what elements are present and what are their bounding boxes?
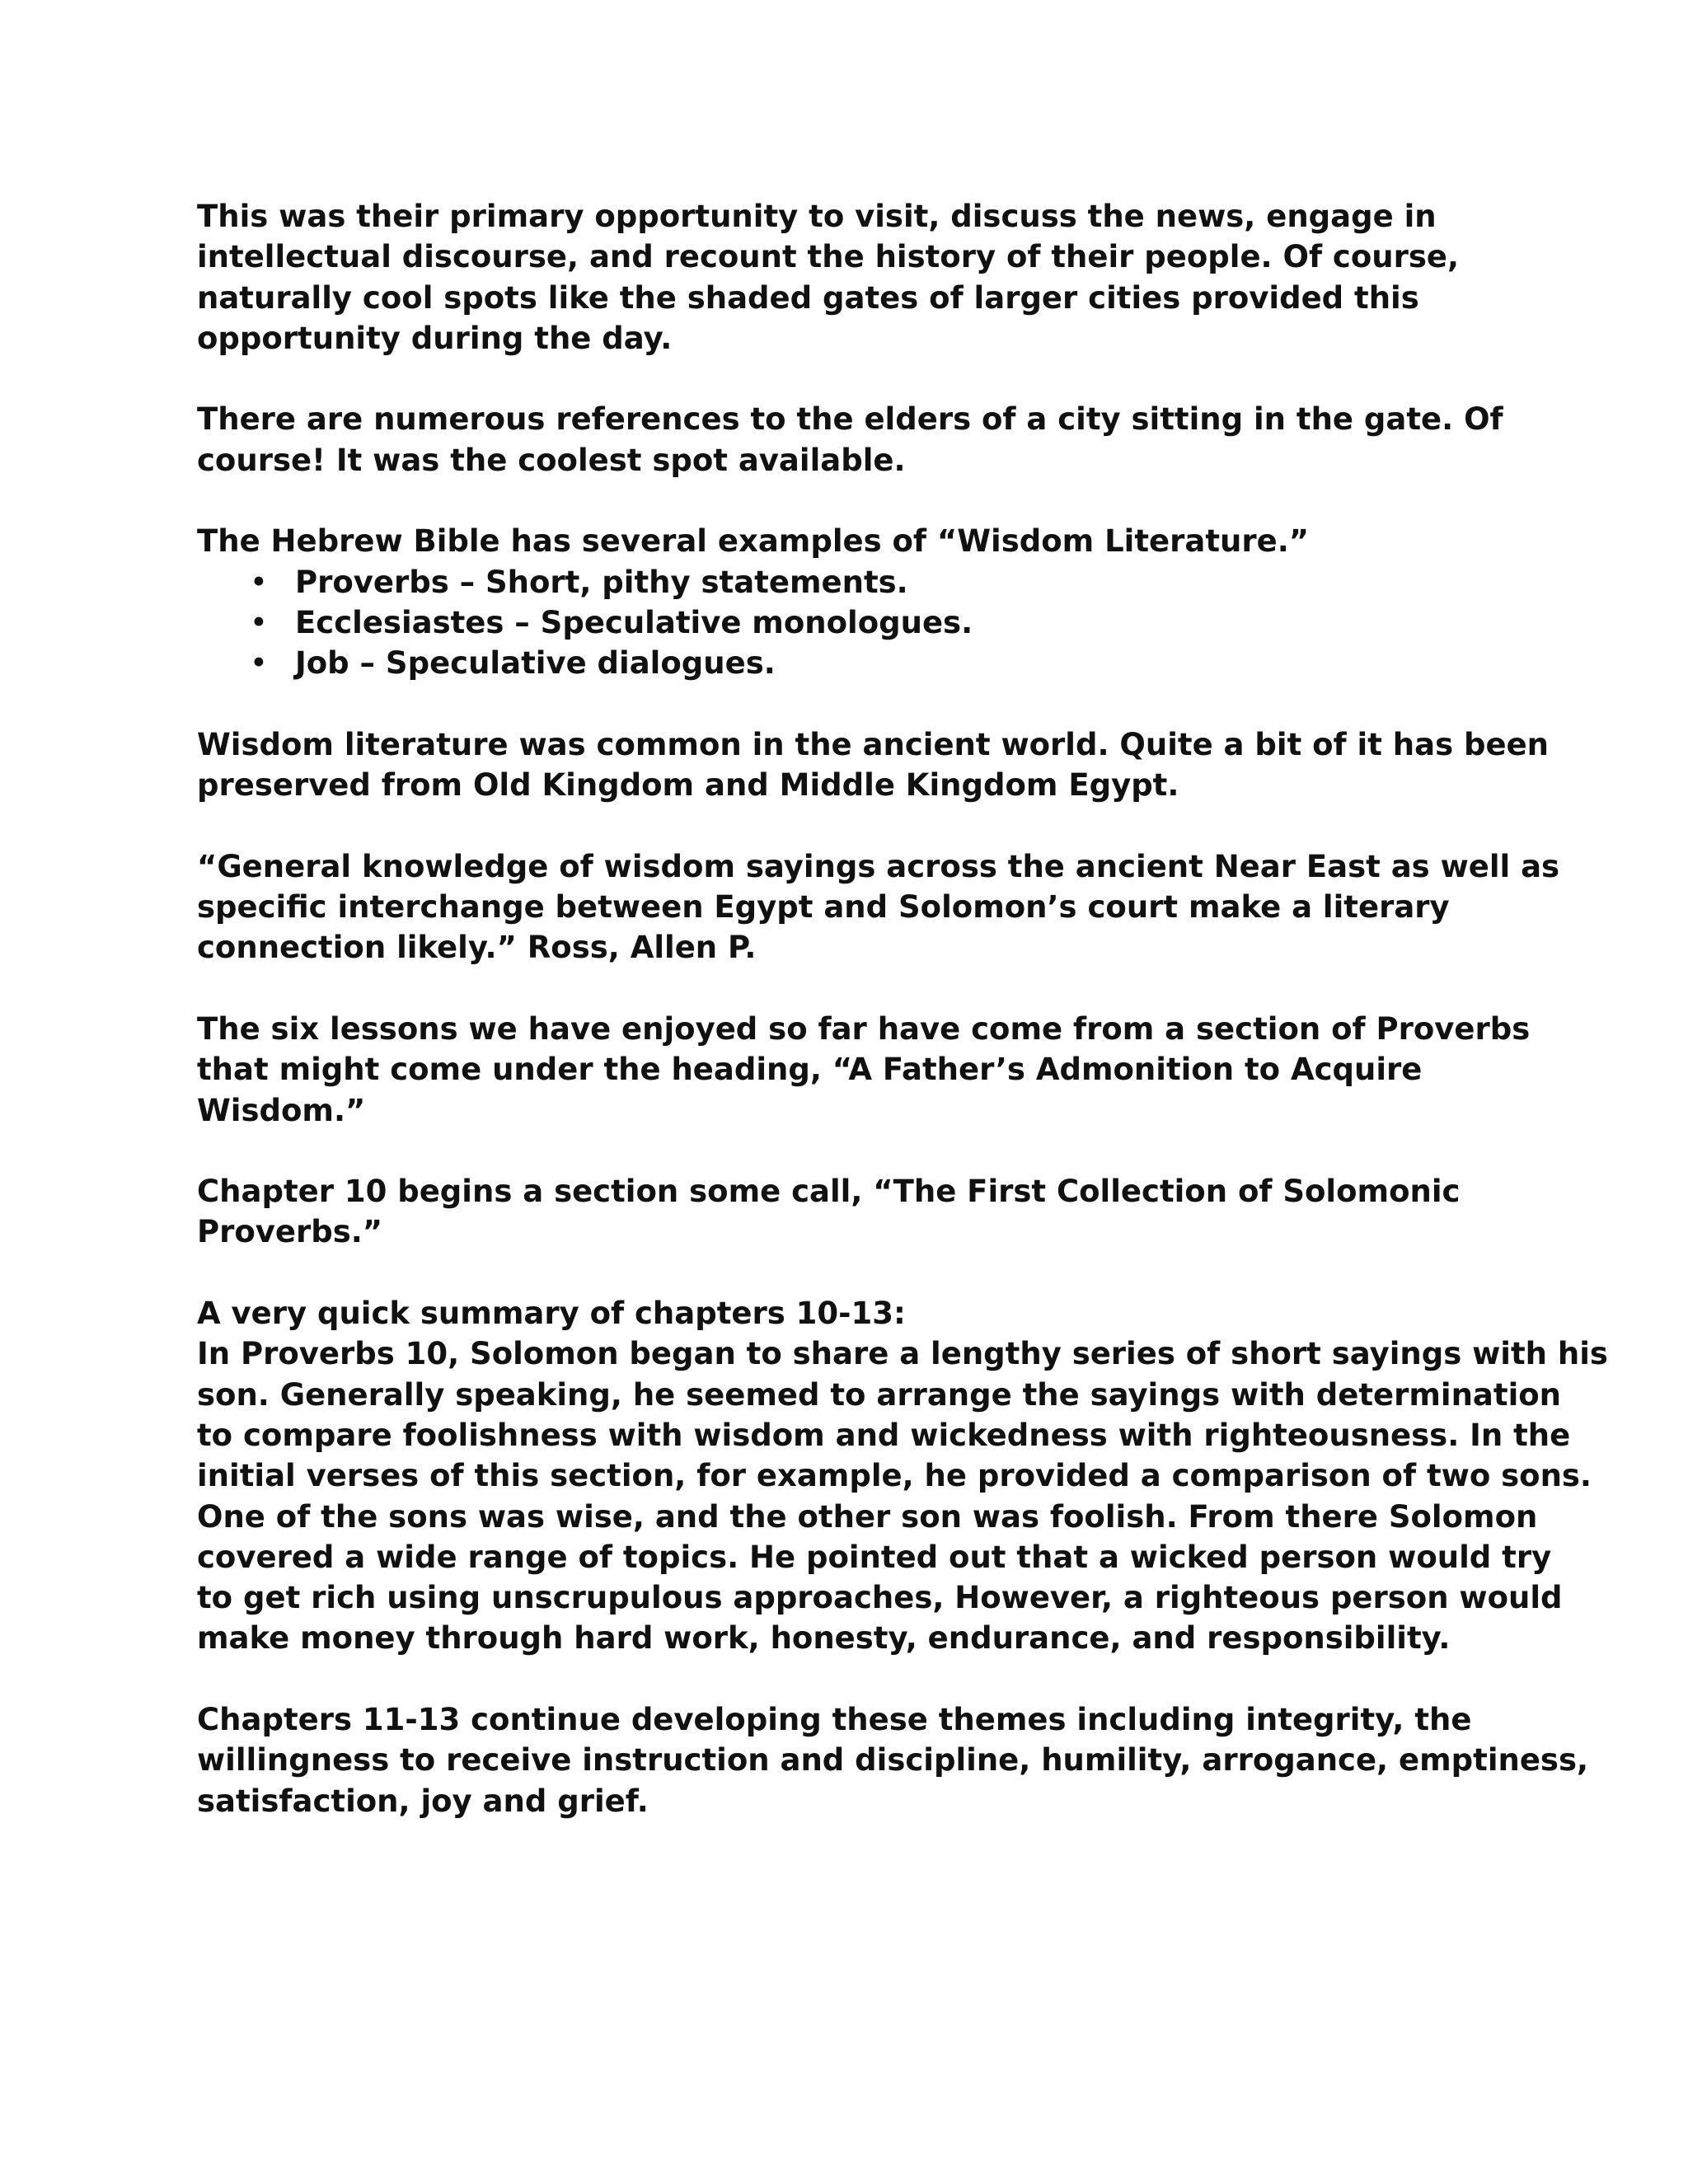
text-line: opportunity during the day. bbox=[197, 320, 673, 356]
list-item-text: Proverbs – Short, pithy statements. bbox=[295, 564, 908, 600]
paragraph-gathering-opportunity bbox=[197, 196, 1516, 359]
text-line: initial verses of this section, for example, he provided a comparison of two sons. bbox=[197, 1458, 1592, 1494]
text-line: preserved from Old Kingdom and Middle Kingdom Egypt. bbox=[197, 767, 1179, 804]
text-line: satisfaction, joy and grief. bbox=[197, 1783, 649, 1819]
document-page bbox=[197, 196, 1608, 1862]
text-line: Proverbs.” bbox=[197, 1214, 383, 1250]
list-item bbox=[197, 562, 1516, 602]
text-line: son. Generally speaking, he seemed to arrange the sayings with determination bbox=[197, 1376, 1562, 1413]
text-line: to compare foolishness with wisdom and wickedness with righteousness. In the bbox=[197, 1417, 1571, 1453]
list-item-text: Ecclesiastes – Speculative monologues. bbox=[295, 604, 973, 640]
text-line: that might come under the heading, “A Father’s Admonition to Acquire bbox=[197, 1052, 1423, 1088]
text-line: In Proverbs 10, Solomon began to share a lengthy series of short sayings with his bbox=[197, 1336, 1608, 1372]
list-item bbox=[197, 643, 1516, 683]
text-line: Wisdom literature was common in the ancient world. Quite a bit of it has been bbox=[197, 726, 1550, 762]
paragraph-six-lessons bbox=[197, 1009, 1531, 1131]
text-line: covered a wide range of topics. He pointed out that a wicked person would try bbox=[197, 1539, 1552, 1575]
paragraph-ancient-world bbox=[197, 724, 1550, 806]
paragraph-chapter-10 bbox=[197, 1171, 1516, 1253]
wisdom-literature-list bbox=[197, 562, 1516, 684]
text-line: A very quick summary of chapters 10-13: bbox=[197, 1296, 906, 1332]
text-line: Chapters 11-13 continue developing these themes including integrity, the bbox=[197, 1701, 1472, 1737]
list-item-text: Job – Speculative dialogues. bbox=[295, 645, 776, 682]
paragraph-chapters-11-13 bbox=[197, 1699, 1589, 1821]
text-line: The Hebrew Bible has several examples of “Wisdom Literature.” bbox=[197, 523, 1310, 560]
text-line: The six lessons we have enjoyed so far have come from a section of Proverbs bbox=[197, 1010, 1531, 1047]
text-line: to get rich using unscrupulous approaches, However, a righteous person would bbox=[197, 1580, 1563, 1616]
text-line: Wisdom.” bbox=[197, 1092, 366, 1128]
text-line: course! It was the coolest spot available. bbox=[197, 442, 906, 478]
text-line: One of the sons was wise, and the other son was foolish. From there Solomon bbox=[197, 1498, 1538, 1535]
paragraph-summary-chapters-10-13 bbox=[197, 1293, 1608, 1659]
paragraph-elders-gate bbox=[197, 399, 1516, 480]
paragraph-wisdom-literature-intro bbox=[197, 521, 1516, 561]
bullet-icon: • bbox=[250, 604, 268, 640]
text-line: There are numerous references to the elders of a city sitting in the gate. Of bbox=[197, 401, 1503, 438]
bullet-icon: • bbox=[250, 564, 268, 600]
text-line: This was their primary opportunity to visit, discuss the news, engage in bbox=[197, 199, 1437, 234]
bullet-icon: • bbox=[250, 645, 268, 682]
text-line: Chapter 10 begins a section some call, “The First Collection of Solomonic bbox=[197, 1174, 1461, 1210]
text-line: naturally cool spots like the shaded gates of larger cities provided this bbox=[197, 279, 1419, 316]
text-line: connection likely.” Ross, Allen P. bbox=[197, 930, 757, 966]
paragraph-ross-quote bbox=[197, 846, 1560, 968]
text-line: specific interchange between Egypt and Solomon’s court make a literary bbox=[197, 889, 1450, 926]
text-line: “General knowledge of wisdom sayings across the ancient Near East as well as bbox=[197, 848, 1560, 884]
text-line: willingness to receive instruction and discipline, humility, arrogance, emptiness, bbox=[197, 1742, 1589, 1779]
list-item bbox=[197, 602, 1516, 643]
text-line: make money through hard work, honesty, endurance, and responsibility. bbox=[197, 1620, 1451, 1657]
text-line: intellectual discourse, and recount the history of their people. Of course, bbox=[197, 239, 1460, 275]
